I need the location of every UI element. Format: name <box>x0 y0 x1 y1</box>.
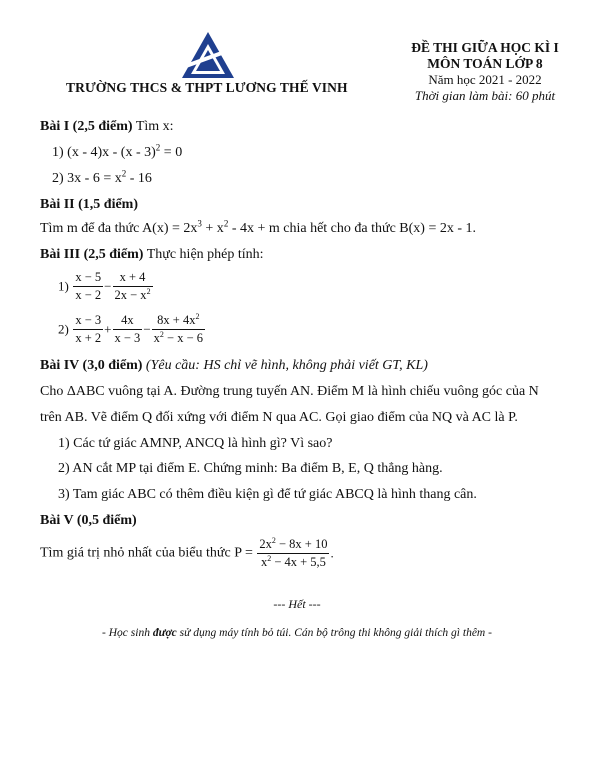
fraction-numerator: x − 3 <box>73 313 103 330</box>
footer-note-b: sử dụng máy tính bỏ túi. Cán bộ trông thi không giải thích gì thêm - <box>176 627 492 639</box>
bai3-q2-fraction-2 <box>113 313 143 346</box>
bai1-title: Bài I (2,5 điểm) <box>40 119 133 134</box>
fraction-numerator <box>152 313 205 330</box>
end-marker: --- Hết --- <box>273 597 321 611</box>
bai3-q1-label: 1) <box>58 278 69 294</box>
bai2-exp-1: 3 <box>197 218 202 229</box>
bai3-title: Bài III (2,5 điểm) <box>40 247 144 262</box>
fraction-denominator: x − 3 <box>114 331 141 345</box>
exam-title: ĐỀ THI GIỮA HỌC KÌ I <box>411 40 559 55</box>
bai2-text-1: Tìm m để đa thức A(x) = 2x <box>40 221 198 236</box>
denominator-text-b: − 4x + 5,5 <box>271 555 326 569</box>
bai4-paragraph-2: trên AB. Vẽ điểm Q đối xứng với điểm N qua AC. Gọi giao điểm của NQ và AC là P. <box>40 410 518 425</box>
exam-header <box>390 40 580 104</box>
fraction-denominator: x + 2 <box>75 331 102 345</box>
denominator-text-a: x <box>153 331 160 345</box>
fraction-numerator: x + 4 <box>113 270 153 287</box>
fraction-numerator: 4x <box>113 313 143 330</box>
bai5-title: Bài V (0,5 điểm) <box>40 513 137 528</box>
bai2-title: Bài II (1,5 điểm) <box>40 197 138 212</box>
bai3-instruction: Thực hiện phép tính: <box>146 247 264 262</box>
denominator-text-b: − x − 6 <box>163 331 204 345</box>
footer-note-a: - Học sinh <box>102 627 153 639</box>
exam-duration: Thời gian làm bài: 60 phút <box>414 88 556 103</box>
bai1-instruction: Tìm x: <box>135 119 174 134</box>
fraction-denominator <box>257 554 329 570</box>
denominator-exponent: 2 <box>267 553 272 563</box>
fraction-denominator: x − 2 <box>75 288 102 302</box>
footer-note-bold: được <box>152 627 177 639</box>
denominator-exponent: 2 <box>146 286 151 296</box>
fraction-numerator: x − 5 <box>73 270 103 287</box>
bai3-q2-operator-2: − <box>143 321 151 337</box>
bai5-text: Tìm giá trị nhỏ nhất của biểu thức P = <box>40 545 253 561</box>
fraction-denominator <box>152 330 205 346</box>
bai1-heading <box>40 119 174 135</box>
bai2-exp-2: 2 <box>223 218 229 229</box>
bai3-q1-fraction-1 <box>73 270 103 303</box>
bai4-requirement: (Yêu cầu: HS chỉ vẽ hình, không phải viết GT, KL) <box>145 358 428 373</box>
bai2-text-2: + x <box>201 221 224 236</box>
denominator-text: 2x − x <box>114 288 147 302</box>
exam-subject: MÔN TOÁN LỚP 8 <box>427 56 543 71</box>
bai3-q2-fraction-1 <box>73 313 103 346</box>
bai3-q1-operator: − <box>104 278 112 294</box>
bai2-question <box>40 218 477 237</box>
school-name: TRƯỜNG THCS & THPT LƯƠNG THẾ VINH <box>66 80 348 95</box>
bai1-question-1 <box>52 142 183 161</box>
bai3-question-1 <box>58 270 154 303</box>
school-year: Năm học 2021 - 2022 <box>428 72 542 87</box>
bai1-q1-text: 1) (x - 4)x - (x - 3) <box>52 145 156 160</box>
fraction-numerator <box>257 537 329 554</box>
bai4-question-3: 3) Tam giác ABC có thêm điều kiện gì để tứ giác ABCQ là hình thang cân. <box>58 487 477 502</box>
bai1-q1-exponent: 2 <box>155 142 161 153</box>
bai4-heading <box>40 358 428 374</box>
bai3-q1-fraction-2 <box>113 270 153 303</box>
bai4-question-1: 1) Các tứ giác AMNP, ANCQ là hình gì? Vì sao? <box>58 436 333 451</box>
denominator-text-a: x <box>260 555 268 569</box>
bai1-q2-text: 2) 3x - 6 = x <box>52 171 122 186</box>
bai4-paragraph-1: Cho ΔABC vuông tại A. Đường trung tuyến AN. Điểm M là hình chiếu vuông góc của N <box>40 384 539 399</box>
bai5-question <box>40 537 334 570</box>
bai5-fraction <box>257 537 329 570</box>
numerator-exponent: 2 <box>195 311 200 321</box>
bai1-q2-rhs: - 16 <box>126 171 152 186</box>
bai2-text-3: - 4x + m chia hết cho đa thức B(x) = 2x - 1. <box>228 221 477 236</box>
bai4-question-2: 2) AN cắt MP tại điểm E. Chứng minh: Ba điểm B, E, Q thẳng hàng. <box>58 461 443 476</box>
school-logo-icon <box>180 30 236 80</box>
bai3-heading <box>40 247 264 263</box>
numerator-text: 8x + 4x <box>157 313 196 327</box>
bai1-q2-exponent: 2 <box>121 168 127 179</box>
numerator-text-b: − 8x + 10 <box>275 537 328 551</box>
bai3-q2-operator-1: + <box>104 321 112 337</box>
numerator-text-a: 2x <box>259 537 272 551</box>
bai4-title: Bài IV (3,0 điểm) <box>40 358 143 373</box>
numerator-exponent: 2 <box>271 535 276 545</box>
bai5-period: . <box>330 545 334 561</box>
bai1-question-2 <box>52 168 152 187</box>
bai3-question-2 <box>58 313 206 346</box>
denominator-exponent: 2 <box>159 329 164 339</box>
bai1-q1-rhs: = 0 <box>160 145 183 160</box>
fraction-denominator <box>113 287 153 303</box>
bai3-q2-label: 2) <box>58 321 69 337</box>
bai3-q2-fraction-3 <box>152 313 205 346</box>
footer-note <box>0 627 594 639</box>
